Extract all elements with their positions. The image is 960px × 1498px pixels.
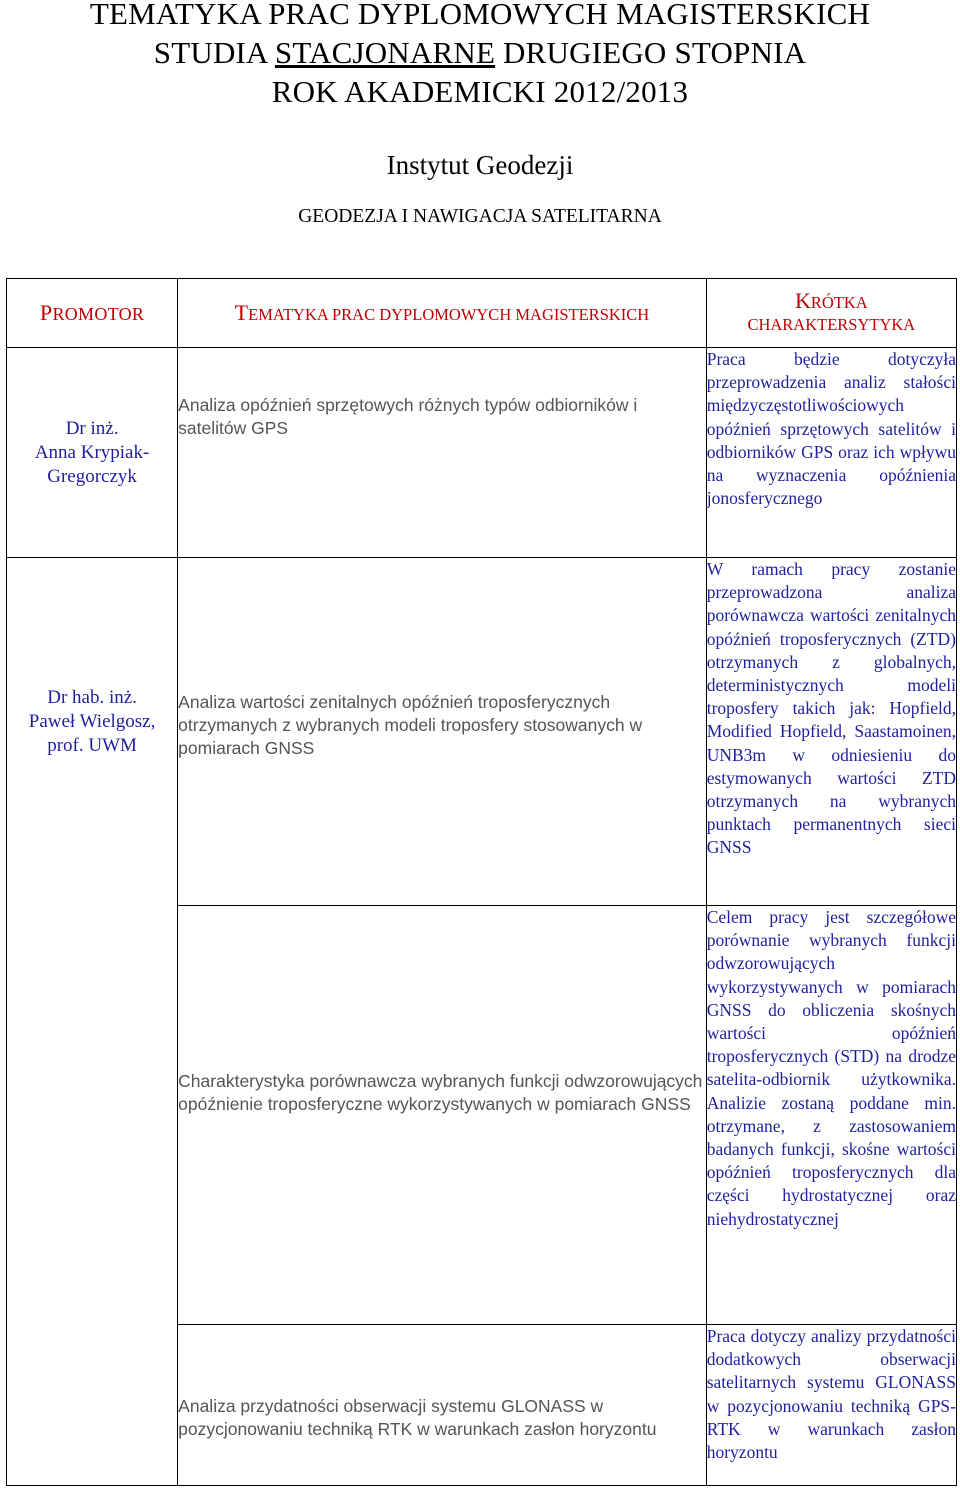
header-tematyka-initial: T — [234, 300, 249, 325]
header-char-rest: RÓTKA — [810, 293, 868, 312]
promotor-surname: Gregorczyk — [47, 465, 137, 487]
promotor-name: Paweł Wielgosz, — [28, 711, 156, 732]
promotor-affiliation: prof. UWM — [47, 735, 137, 756]
header-promotor-initial: P — [39, 300, 53, 325]
promotor-name: Anna Krypiak- — [34, 441, 150, 463]
title-line-2-prefix: STUDIA — [153, 35, 275, 70]
institute-name: Instytut Geodezji — [386, 150, 574, 180]
document-header — [0, 0, 960, 229]
topic-cell: Analiza opóźnień sprzętowych różnych typów odbiorników i satelitów GPS — [178, 348, 707, 558]
header-char-line2: CHARAKTERSYTYKA — [747, 315, 916, 334]
promotor-title: Dr hab. inż. — [47, 687, 137, 708]
promotor-title: Dr inż. — [65, 417, 119, 439]
header-promotor-rest: ROMOTOR — [52, 304, 145, 324]
header-char-initial: K — [794, 288, 811, 313]
header-tematyka — [178, 279, 707, 348]
title-line-2 — [0, 33, 960, 72]
topics-table — [6, 278, 957, 1486]
table-header-row — [7, 279, 957, 348]
description-cell: W ramach pracy zostanie przeprowadzona analiza porównawcza wartości zenitalnych opóźnień troposferycznych (ZTD) otrzymanych z globalnych, deterministycznych modeli troposfery takich jak: Hopfield, Modified Hopfield, Saastamoinen, UNB3m w odniesieniu do estymowanych wartości ZTD otrzymanych na wybranych punktach permanentnych sieci GNSS — [706, 558, 956, 906]
topic-cell: Charakterystyka porównawcza wybranych funkcji odwzorowujących opóźnienie troposferyczne wykorzystywanych w pomiarach GNSS — [178, 906, 707, 1325]
title-line-2-underlined: STACJONARNE — [274, 35, 496, 70]
header-promotor — [7, 279, 178, 348]
table-row — [7, 348, 957, 558]
header-charakterystyka — [706, 279, 956, 348]
topic-cell: Analiza przydatności obserwacji systemu GLONASS w pozycjonowaniu techniką RTK w warunkach zasłon horyzontu — [178, 1325, 707, 1486]
description-cell: Praca dotyczy analizy przydatności dodatkowych obserwacji satelitarnych systemu GLONASS w pozycjonowaniu techniką GPS-RTK w warunkach zasłon horyzontu — [706, 1325, 956, 1486]
topic-cell: Analiza wartości zenitalnych opóźnień troposferycznych otrzymanych z wybranych modeli troposfery stosowanych w pomiarach GNSS — [178, 558, 707, 906]
title-line-2-suffix: DRUGIEGO STOPNIA — [495, 35, 807, 70]
header-tematyka-rest: EMATYKA PRAC DYPLOMOWYCH MAGISTERSKICH — [248, 305, 650, 324]
description-cell: Praca będzie dotyczyła przeprowadzenia analiz stałości międzyczęstotliwościowych opóźnień sprzętowych satelitów i odbiorników GPS oraz ich wpływu na wyznaczenia opóźnienia jonosferycznego — [706, 348, 956, 558]
table-row — [7, 558, 957, 906]
promotor-cell — [7, 348, 178, 558]
title-line-1: TEMATYKA PRAC DYPLOMOWYCH MAGISTERSKICH — [89, 0, 871, 31]
faculty-name: GEODEZJA I NAWIGACJA SATELITARNA — [298, 206, 662, 227]
description-cell: Celem pracy jest szczegółowe porównanie wybranych funkcji odwzorowujących wykorzystywanych w pomiarach GNSS do obliczenia skośnych wartości opóźnień troposferycznych (STD) na drodze satelita-odbiornik użytkownika. Analizie zostaną poddane min. otrzymane, z zastosowaniem badanych funkcji, skośne wartości opóźnień troposferycznych dla części hydrostatycznej oraz niehydrostatycznej — [706, 906, 956, 1325]
promotor-cell — [7, 558, 178, 1486]
title-line-3: ROK AKADEMICKI 2012/2013 — [271, 74, 689, 109]
